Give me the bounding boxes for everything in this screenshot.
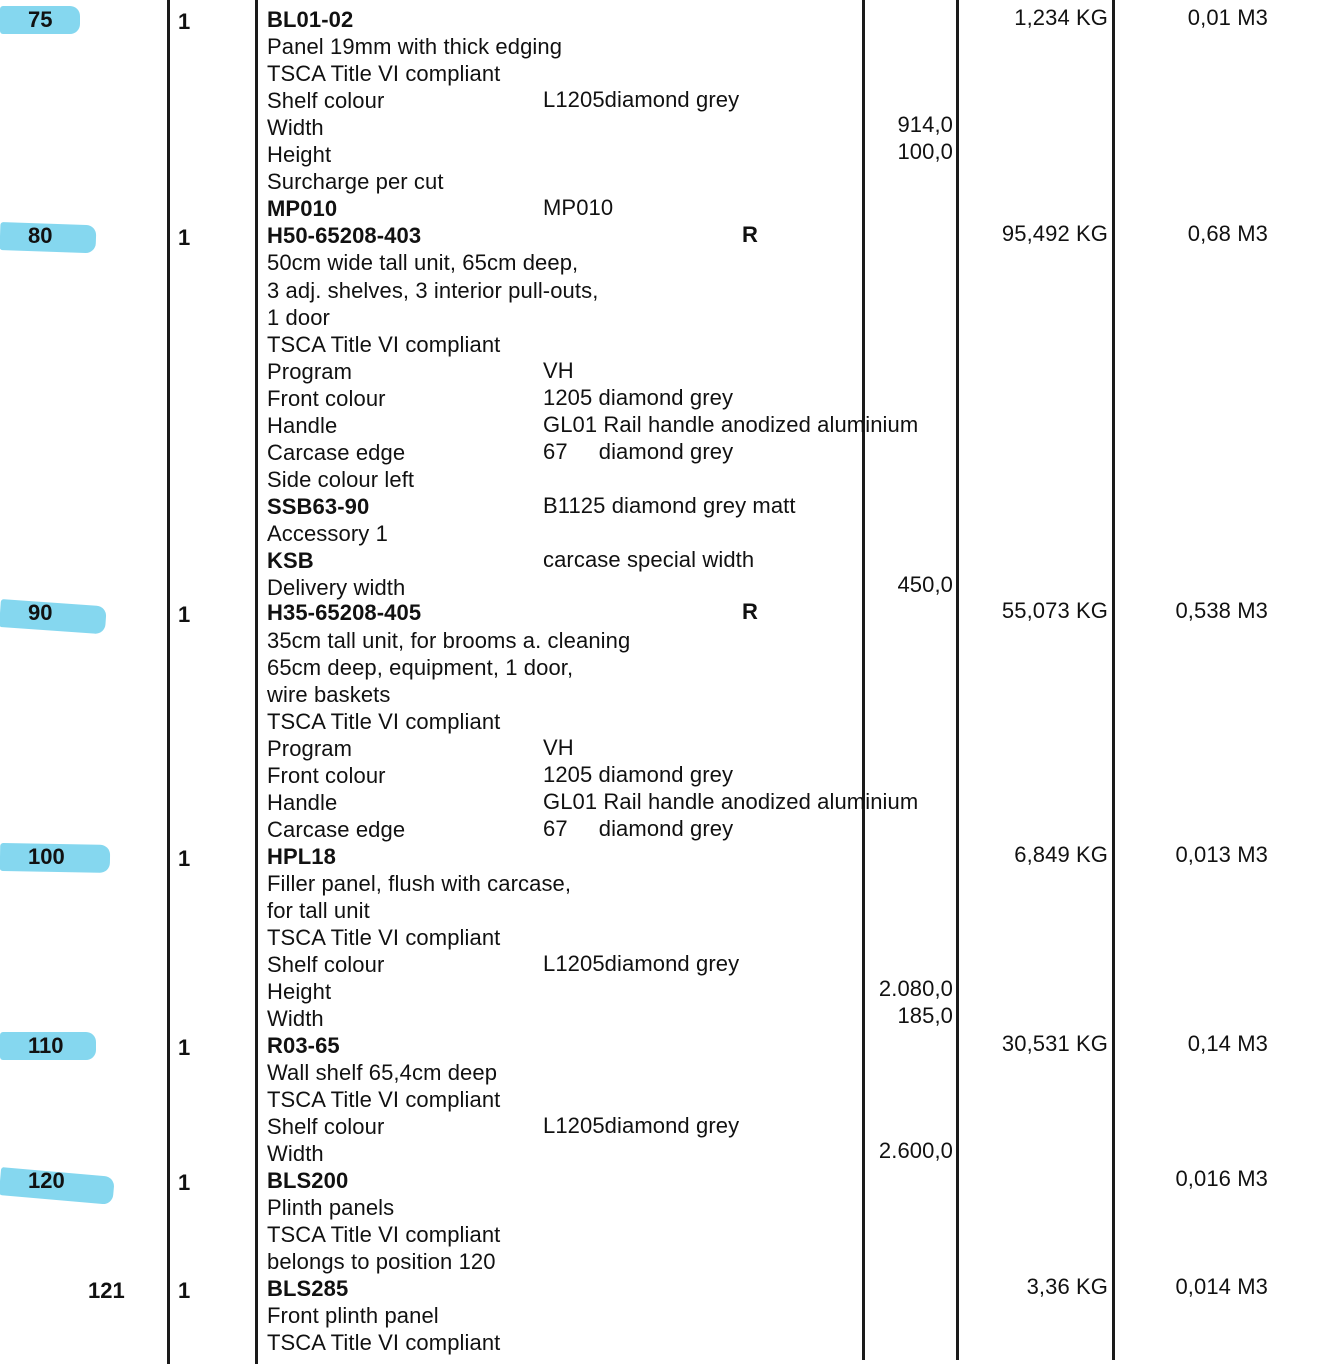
item-description-line: Width xyxy=(267,1006,324,1031)
measure-value: 185,0 xyxy=(897,1003,953,1028)
article-code: H50-65208-403 xyxy=(267,223,422,248)
item-description-line: 35cm tall unit, for brooms a. cleaning xyxy=(267,628,631,653)
item-description-line: 65cm deep, equipment, 1 door, xyxy=(267,655,574,680)
attribute-value: 1205 diamond grey xyxy=(543,385,734,410)
weight-value: 3,36 KG xyxy=(1026,1274,1108,1299)
item-description-line: Filler panel, flush with carcase, xyxy=(267,871,572,896)
weight-value: 1,234 KG xyxy=(1014,5,1108,30)
position-number: 80 xyxy=(28,223,53,248)
volume-value: 0,01 M3 xyxy=(1187,5,1268,30)
position-number: 121 xyxy=(88,1278,125,1303)
item-description-line: Delivery width xyxy=(267,575,406,600)
article-code: KSB xyxy=(267,548,314,573)
attribute-value: VH xyxy=(543,735,574,760)
item-description-line: Shelf colour xyxy=(267,88,385,113)
item-description-line: TSCA Title VI compliant xyxy=(267,332,501,357)
position-number: 75 xyxy=(28,7,53,32)
quantity: 1 xyxy=(178,225,191,250)
measure-value: 450,0 xyxy=(897,572,953,597)
position-number: 90 xyxy=(28,600,53,625)
item-description-line: Shelf colour xyxy=(267,952,385,977)
item-description-line: TSCA Title VI compliant xyxy=(267,1330,501,1355)
weight-value: 6,849 KG xyxy=(1014,842,1108,867)
item-description-line: Width xyxy=(267,115,324,140)
item-description-line: belongs to position 120 xyxy=(267,1249,496,1274)
weight-value: 95,492 KG xyxy=(1001,221,1108,246)
column-divider-description xyxy=(255,0,258,1364)
item-description-line: Width xyxy=(267,1141,324,1166)
item-description-line: Plinth panels xyxy=(267,1195,395,1220)
attribute-value: GL01 Rail handle anodized aluminium xyxy=(543,412,919,437)
column-divider-volume xyxy=(1112,0,1115,1360)
attribute-value: L1205diamond grey xyxy=(543,1113,740,1138)
item-description-line: Front colour xyxy=(267,763,386,788)
item-description-line: Panel 19mm with thick edging xyxy=(267,34,563,59)
article-code: R03-65 xyxy=(267,1033,340,1058)
measure-value: 914,0 xyxy=(897,112,953,137)
item-description-line: Handle xyxy=(267,790,338,815)
measure-value: 2.080,0 xyxy=(878,976,953,1001)
item-description-line: Shelf colour xyxy=(267,1114,385,1139)
status-flag: R xyxy=(742,599,758,624)
item-description-line: TSCA Title VI compliant xyxy=(267,925,501,950)
position-number: 100 xyxy=(28,844,65,869)
item-description-line: Side colour left xyxy=(267,467,415,492)
volume-value: 0,016 M3 xyxy=(1175,1166,1268,1191)
item-description-line: Front colour xyxy=(267,386,386,411)
article-code: BL01-02 xyxy=(267,7,354,32)
attribute-value: VH xyxy=(543,358,574,383)
attribute-value: L1205diamond grey xyxy=(543,87,740,112)
column-divider-qty xyxy=(167,0,170,1364)
item-description-line: Height xyxy=(267,142,332,167)
item-description-line: 3 adj. shelves, 3 interior pull-outs, xyxy=(267,278,599,303)
item-description-line: TSCA Title VI compliant xyxy=(267,1222,501,1247)
column-divider-measure xyxy=(862,0,865,1360)
attribute-value: 67 diamond grey xyxy=(543,816,734,841)
attribute-value: MP010 xyxy=(543,195,614,220)
measure-value: 2.600,0 xyxy=(878,1138,953,1163)
volume-value: 0,14 M3 xyxy=(1187,1031,1268,1056)
volume-value: 0,538 M3 xyxy=(1175,598,1268,623)
attribute-value: B1125 diamond grey matt xyxy=(543,493,796,518)
item-description-line: Handle xyxy=(267,413,338,438)
item-description-line: Program xyxy=(267,736,353,761)
quantity: 1 xyxy=(178,1170,191,1195)
article-code: BLS285 xyxy=(267,1276,349,1301)
item-description-line: 1 door xyxy=(267,305,330,330)
article-code: HPL18 xyxy=(267,844,336,869)
item-description-line: Wall shelf 65,4cm deep xyxy=(267,1060,498,1085)
item-description-line: Program xyxy=(267,359,353,384)
attribute-value: GL01 Rail handle anodized aluminium xyxy=(543,789,919,814)
article-code: BLS200 xyxy=(267,1168,349,1193)
volume-value: 0,013 M3 xyxy=(1175,842,1268,867)
item-description-line: wire baskets xyxy=(267,682,391,707)
item-description-line: TSCA Title VI compliant xyxy=(267,709,501,734)
attribute-value: carcase special width xyxy=(543,547,755,572)
item-description-line: Carcase edge xyxy=(267,440,406,465)
attribute-value: L1205diamond grey xyxy=(543,951,740,976)
item-description-line: Accessory 1 xyxy=(267,521,388,546)
volume-value: 0,68 M3 xyxy=(1187,221,1268,246)
highlighter-mark xyxy=(0,599,107,634)
item-description-line: Surcharge per cut xyxy=(267,169,444,194)
item-description-line: for tall unit xyxy=(267,898,370,923)
quantity: 1 xyxy=(178,846,191,871)
measure-value: 100,0 xyxy=(897,139,953,164)
status-flag: R xyxy=(742,222,758,247)
item-description-line: 50cm wide tall unit, 65cm deep, xyxy=(267,250,579,275)
article-code: SSB63-90 xyxy=(267,494,370,519)
weight-value: 55,073 KG xyxy=(1001,598,1108,623)
item-description-line: Front plinth panel xyxy=(267,1303,439,1328)
quantity: 1 xyxy=(178,1278,191,1303)
article-code: MP010 xyxy=(267,196,338,221)
weight-value: 30,531 KG xyxy=(1001,1031,1108,1056)
attribute-value: 67 diamond grey xyxy=(543,439,734,464)
quantity: 1 xyxy=(178,9,191,34)
article-code: H35-65208-405 xyxy=(267,600,422,625)
column-divider-weight xyxy=(956,0,959,1360)
position-number: 120 xyxy=(28,1168,65,1193)
volume-value: 0,014 M3 xyxy=(1175,1274,1268,1299)
item-description-line: TSCA Title VI compliant xyxy=(267,61,501,86)
item-description-line: Height xyxy=(267,979,332,1004)
item-description-line: TSCA Title VI compliant xyxy=(267,1087,501,1112)
quantity: 1 xyxy=(178,1035,191,1060)
attribute-value: 1205 diamond grey xyxy=(543,762,734,787)
quantity: 1 xyxy=(178,602,191,627)
item-description-line: Carcase edge xyxy=(267,817,406,842)
position-number: 110 xyxy=(28,1033,64,1058)
